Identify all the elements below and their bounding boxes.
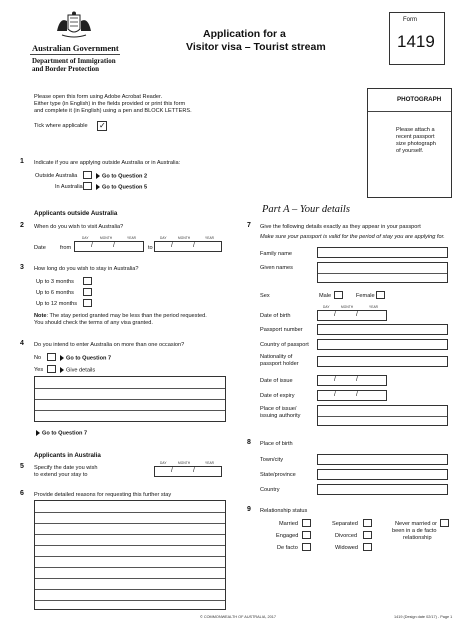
given-names-field[interactable] — [317, 262, 448, 283]
q5-text-1: Specify the date you wish — [34, 465, 98, 471]
photograph-instruction-1: Please attach a — [396, 127, 435, 133]
q3-opt2-checkbox[interactable] — [83, 288, 92, 296]
q1-outside-goto: Go to Question 2 — [96, 173, 147, 180]
male-checkbox[interactable] — [334, 291, 343, 299]
dob-label: Date of birth — [260, 313, 291, 319]
never-married-checkbox[interactable] — [440, 519, 449, 527]
family-name-field[interactable] — [317, 247, 448, 258]
date-of-expiry-field[interactable]: / / — [317, 390, 387, 401]
photograph-instruction-3: size photograph — [396, 141, 436, 147]
q3-opt1-checkbox[interactable] — [83, 277, 92, 285]
q1-number: 1 — [20, 158, 24, 165]
intro-line1: Please open this form using Adobe Acrobat Reader. — [34, 94, 163, 100]
photograph-box — [367, 88, 452, 198]
form-number: 1419 — [397, 32, 435, 51]
q2-number: 2 — [20, 222, 24, 229]
department-name-line1: Department of Immigration — [32, 57, 116, 65]
government-name: Australian Government — [32, 43, 119, 53]
q4-no-label: No — [34, 355, 42, 361]
arrow-right-icon — [36, 430, 40, 436]
country-of-passport-label: Country of passport — [260, 342, 309, 348]
q6-text: Provide detailed reasons for requesting this further stay — [34, 492, 172, 498]
defacto-label: De facto — [277, 545, 298, 551]
q3-opt3-label: Up to 12 months — [36, 301, 78, 307]
nationality-field[interactable] — [317, 356, 448, 367]
section-in-australia: Applicants in Australia — [34, 452, 101, 459]
divorced-label: Divorced — [335, 533, 358, 539]
never-married-label-3: relationship — [403, 535, 432, 541]
divorced-checkbox[interactable] — [363, 531, 372, 539]
q3-text: How long do you wish to stay in Australia? — [34, 266, 139, 272]
q3-opt2-label: Up to 6 months — [36, 290, 74, 296]
form-title-line2: Visitor visa – Tourist stream — [186, 41, 326, 53]
widowed-label: Widowed — [335, 545, 359, 551]
footer-copyright: © COMMONWEALTH OF AUSTRALIA, 2017 — [200, 615, 276, 619]
form-label: Form — [403, 17, 417, 23]
never-married-label-1: Never married or — [395, 521, 437, 527]
q8-text: Place of birth — [260, 441, 293, 447]
place-of-issue-field[interactable] — [317, 405, 448, 426]
photograph-instruction-2: recent passport — [396, 134, 435, 140]
q3-opt3-checkbox[interactable] — [83, 299, 92, 307]
q4-no-goto: Go to Question 7 — [60, 355, 111, 362]
q2-text: When do you wish to visit Australia? — [34, 224, 124, 230]
q4-details-field[interactable] — [34, 376, 226, 422]
q5-number: 5 — [20, 463, 24, 470]
q5-date-field[interactable]: / / — [154, 466, 222, 477]
q4-no-checkbox[interactable] — [47, 353, 56, 361]
never-married-label-2: been in a de facto — [392, 528, 437, 534]
nationality-label-2: passport holder — [260, 361, 299, 367]
birth-country-label: Country — [260, 487, 280, 493]
q3-note-line2: You should check the terms of any visa granted. — [34, 320, 153, 326]
female-checkbox[interactable] — [376, 291, 385, 299]
q7-number: 7 — [247, 222, 251, 229]
q4-number: 4 — [20, 340, 24, 347]
government-crest — [54, 11, 94, 41]
q3-note-line1: Note: The stay period granted may be less than the period requested. — [34, 313, 207, 319]
arrow-right-icon — [60, 367, 64, 373]
married-label: Married — [279, 521, 298, 527]
arrow-right-icon — [96, 184, 100, 190]
q1-text: Indicate if you are applying outside Australia or in Australia: — [34, 160, 181, 166]
photograph-title: PHOTOGRAPH — [397, 96, 442, 103]
birth-country-field[interactable] — [317, 484, 448, 495]
widowed-checkbox[interactable] — [363, 543, 372, 551]
q4-yes-label: Yes — [34, 367, 44, 373]
photograph-instruction-4: of yourself. — [396, 148, 424, 154]
date-of-expiry-label: Date of expiry — [260, 393, 295, 399]
q3-opt1-label: Up to 3 months — [36, 279, 74, 285]
q9-text: Relationship status — [260, 508, 308, 514]
engaged-label: Engaged — [276, 533, 299, 539]
q1-inaustralia-goto: Go to Question 5 — [96, 184, 147, 191]
q4-yes-give: Give details — [60, 367, 95, 374]
state-field[interactable] — [317, 469, 448, 480]
place-of-issue-label-2: issuing authority — [260, 413, 301, 419]
q4-after-goto: Go to Question 7 — [36, 430, 87, 437]
passport-number-label: Passport number — [260, 327, 303, 333]
q1-inaustralia-label: In Australia — [55, 184, 83, 190]
tick-mark: ✓ — [99, 121, 106, 130]
q8-number: 8 — [247, 439, 251, 446]
footer-page-info: 1419 (Design date 02/17) - Page 1 — [394, 615, 453, 619]
intro-line3: and complete it (in English) using a pen and BLOCK LETTERS. — [34, 108, 192, 114]
intro-line2: Either type (in English) in the fields provided or print this form — [34, 101, 186, 107]
q6-number: 6 — [20, 490, 24, 497]
tick-example-checkbox — [97, 121, 107, 131]
nationality-label-1: Nationality of — [260, 354, 293, 360]
q1-inaustralia-checkbox[interactable] — [83, 182, 92, 190]
q9-number: 9 — [247, 506, 251, 513]
q7-subtext: Make sure your passport is valid for the period of stay you are applying for. — [260, 234, 445, 240]
q1-outside-label: Outside Australia — [35, 173, 78, 179]
q2-date-from-field[interactable]: / / — [74, 241, 144, 252]
family-name-label: Family name — [260, 251, 293, 257]
passport-number-field[interactable] — [317, 324, 448, 335]
female-label: Female — [356, 293, 375, 299]
form-title-line1: Application for a — [203, 28, 286, 40]
arrow-right-icon — [96, 173, 100, 179]
date-of-issue-field[interactable]: / / — [317, 375, 387, 386]
town-label: Town/city — [260, 457, 284, 463]
q4-text: Do you intend to enter Australia on more than one occasion? — [34, 342, 185, 348]
sex-label: Sex — [260, 293, 270, 299]
separated-label: Separated — [332, 521, 358, 527]
q2-date-label: Date — [34, 245, 46, 251]
tick-instruction: Tick where applicable — [34, 123, 88, 129]
part-a-heading: Part A – Your details — [262, 204, 350, 215]
defacto-checkbox[interactable] — [302, 543, 311, 551]
section-outside-australia: Applicants outside Australia — [34, 210, 118, 217]
given-names-label: Given names — [260, 265, 293, 271]
separated-checkbox[interactable] — [363, 519, 372, 527]
q4-yes-checkbox[interactable] — [47, 365, 56, 373]
married-checkbox[interactable] — [302, 519, 311, 527]
department-name-line2: and Border Protection — [32, 65, 100, 73]
male-label: Male — [319, 293, 332, 299]
q7-text: Give the following details exactly as they appear in your passport — [260, 224, 421, 230]
arrow-right-icon — [60, 355, 64, 361]
country-of-passport-field[interactable] — [317, 339, 448, 350]
q3-number: 3 — [20, 264, 24, 271]
town-field[interactable] — [317, 454, 448, 465]
q6-reasons-field[interactable] — [34, 500, 226, 610]
date-of-issue-label: Date of issue — [260, 378, 293, 384]
q5-text-2: to extend your stay to — [34, 472, 88, 478]
q2-from-label: from — [60, 245, 72, 251]
engaged-checkbox[interactable] — [302, 531, 311, 539]
q2-to-label: to — [148, 245, 153, 251]
q1-outside-checkbox[interactable] — [83, 171, 92, 179]
form-number-box — [389, 12, 445, 65]
place-of-issue-label-1: Place of issue/ — [260, 406, 297, 412]
q2-date-to-field[interactable]: / / — [154, 241, 222, 252]
state-label: State/province — [260, 472, 296, 478]
dob-field[interactable]: / / — [317, 310, 387, 321]
